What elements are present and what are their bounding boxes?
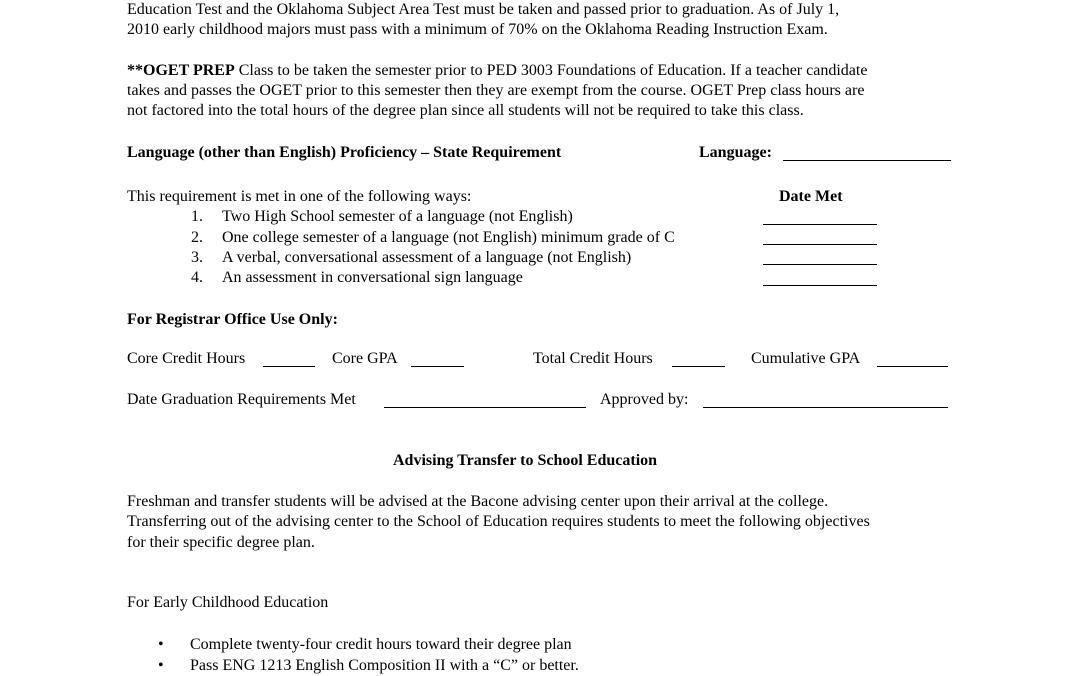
language-item-text: A verbal, conversational assessment of a language (not English) [222,249,632,266]
intro-line-1: Education Test and the Oklahoma Subject Area Test must be taken and passed prior to graduation. As of July 1, [127,1,840,18]
cumulative-gpa-line [877,366,948,367]
language-item-num: 2. [191,229,203,246]
intro-line-2: 2010 early childhood majors must pass with a minimum of 70% on the Oklahoma Reading Instruction Exam. [127,21,828,38]
oget-line-2: takes and passes the OGET prior to this semester then they are exempt from the course. OGET Prep class hours are [127,82,865,99]
total-credit-label: Total Credit Hours [533,350,653,367]
requirement-item: Complete twenty-four credit hours toward their degree plan [190,636,572,653]
cumulative-gpa-label: Cumulative GPA [751,350,861,367]
language-field-line [783,160,951,161]
total-credit-line [672,366,725,367]
language-item-text: Two High School semester of a language (not English) [222,208,573,225]
oget-line-1-text: Class to be taken the semester prior to PED 3003 Foundations of Education. If a teacher candidate [234,62,868,79]
language-item-num: 1. [191,208,203,225]
language-item-num: 4. [191,269,203,286]
registrar-heading: For Registrar Office Use Only: [127,311,338,328]
early-childhood-heading: For Early Childhood Education [127,594,329,611]
advising-heading: Advising Transfer to School Education [393,452,658,469]
advising-paragraph-line-2: Transferring out of the advising center to the School of Education requires students to meet the following objectives [127,513,870,530]
core-gpa-line [411,366,464,367]
bullet-icon: • [158,636,164,653]
oget-line-1 [127,61,867,81]
date-grad-label: Date Graduation Requirements Met [127,391,356,408]
date-grad-line [384,407,586,408]
language-intro: This requirement is met in one of the following ways: [127,188,472,205]
core-gpa-label: Core GPA [332,350,398,367]
approved-by-label: Approved by: [600,391,689,408]
bullet-icon: • [158,657,164,674]
date-met-line [763,224,877,225]
date-met-line [763,244,877,245]
core-credit-line [263,366,315,367]
language-item-text: An assessment in conversational sign language [222,269,523,286]
language-heading: Language (other than English) Proficiency – State Requirement [127,144,562,161]
oget-line-3: not factored into the total hours of the degree plan since all students will not be required to take this class. [127,102,804,119]
date-met-line [763,285,877,286]
core-credit-label: Core Credit Hours [127,350,246,367]
advising-paragraph-line-3: for their specific degree plan. [127,534,315,551]
date-met-header: Date Met [779,188,843,205]
language-item-text: One college semester of a language (not English) minimum grade of C [222,229,675,246]
language-field-label: Language: [699,144,772,161]
language-item-num: 3. [191,249,203,266]
requirement-item: Pass ENG 1213 English Composition II with a “C” or better. [190,657,579,674]
oget-prep-label: **OGET PREP [127,62,235,79]
approved-by-line [703,407,948,408]
advising-paragraph-line-1: Freshman and transfer students will be advised at the Bacone advising center upon their arrival at the college. [127,493,829,510]
date-met-line [763,264,877,265]
